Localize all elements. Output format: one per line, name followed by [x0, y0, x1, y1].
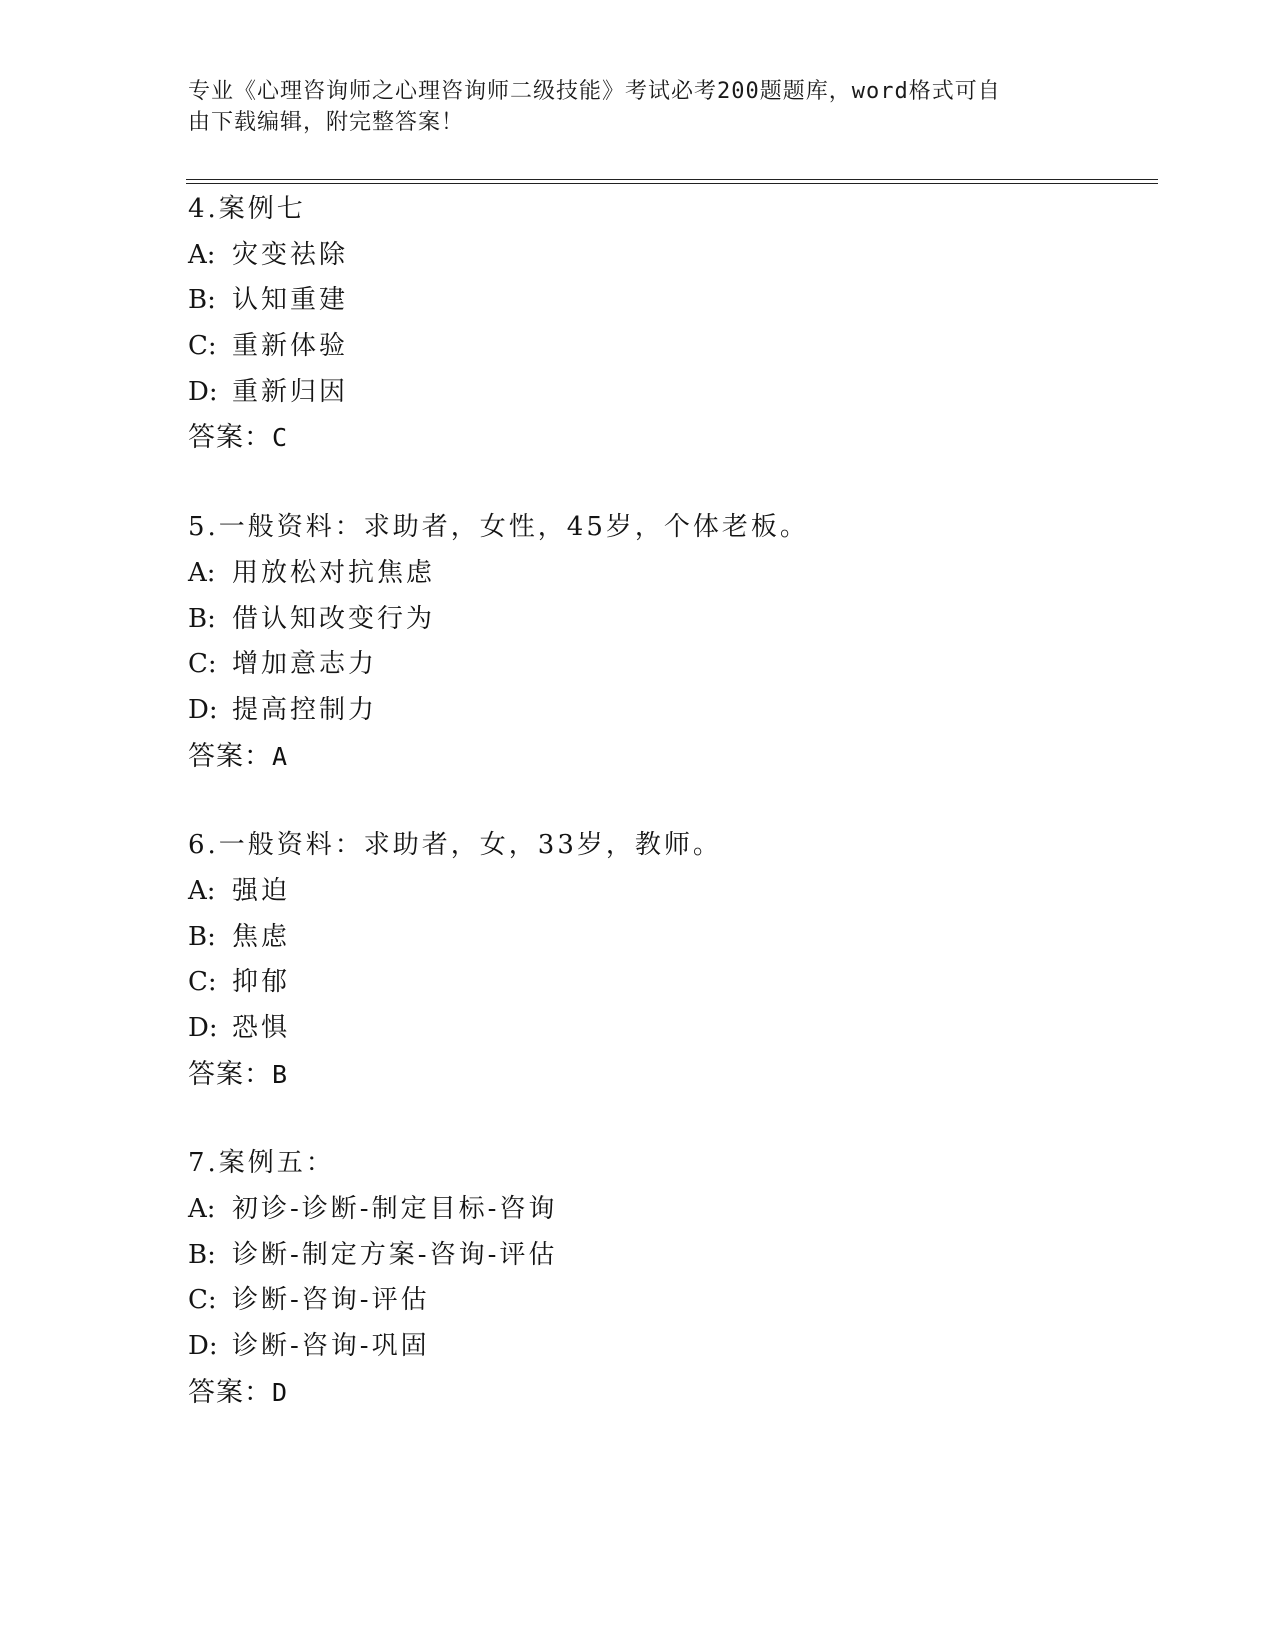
option-letter: D:: [188, 376, 218, 407]
option-letter: A:: [188, 239, 216, 270]
option-letter: B:: [188, 1239, 216, 1270]
option-text: 强迫: [232, 875, 291, 906]
header-divider-bottom: [186, 183, 1158, 184]
option-text: 增加意志力: [232, 649, 378, 680]
question-stem: 4.案例七: [188, 194, 306, 224]
answer-line: [188, 734, 1148, 780]
answer-line: [188, 415, 1148, 461]
question-item: [188, 1141, 1148, 1415]
answer-value: D: [272, 1377, 289, 1407]
option-text: 用放松对抗焦虑: [232, 557, 436, 588]
option-letter: A:: [188, 1194, 216, 1225]
option-letter: A:: [188, 875, 216, 906]
option-text: 诊断-咨询-巩固: [232, 1331, 430, 1362]
option-text: 重新归因: [232, 376, 349, 407]
option-letter: B:: [188, 603, 216, 634]
header-line-1: 专业《心理咨询师之心理咨询师二级技能》考试必考200题题库，word格式可自: [188, 79, 1001, 104]
option-letter: B:: [188, 921, 216, 952]
answer-line: [188, 1052, 1148, 1098]
option-d: [188, 370, 1148, 416]
answer-label: 答案：: [188, 1058, 272, 1090]
option-c: [188, 324, 1148, 370]
option-c: [188, 1278, 1148, 1324]
answer-value: B: [272, 1059, 289, 1089]
question-item: [188, 505, 1148, 779]
option-text: 灾变祛除: [232, 239, 349, 270]
option-b: [188, 597, 1148, 643]
option-letter: D:: [188, 694, 218, 725]
option-letter: C:: [188, 967, 217, 998]
option-text: 初诊-诊断-制定目标-咨询: [232, 1194, 558, 1225]
option-a: [188, 1187, 1148, 1233]
option-d: [188, 688, 1148, 734]
answer-label: 答案：: [188, 740, 272, 772]
option-d: [188, 1324, 1148, 1370]
option-letter: C:: [188, 331, 217, 362]
option-text: 认知重建: [232, 285, 349, 316]
option-c: [188, 960, 1148, 1006]
option-text: 重新体验: [232, 331, 349, 362]
answer-value: A: [272, 741, 289, 771]
question-stem: 6.一般资料：求助者，女，33岁，教师。: [188, 830, 722, 861]
option-b: [188, 915, 1148, 961]
option-letter: C:: [188, 649, 217, 680]
answer-line: [188, 1370, 1148, 1416]
question-list: [188, 187, 1148, 1460]
question-stem: 7.案例五：: [188, 1148, 335, 1179]
option-letter: D:: [188, 1331, 218, 1362]
option-text: 诊断-咨询-评估: [232, 1285, 430, 1316]
option-b: [188, 278, 1148, 324]
answer-label: 答案：: [188, 422, 272, 454]
option-letter: C:: [188, 1285, 217, 1316]
header-divider-top: [186, 179, 1158, 180]
question-item: [188, 187, 1148, 461]
option-text: 借认知改变行为: [232, 603, 436, 634]
answer-value: C: [272, 423, 289, 453]
option-d: [188, 1006, 1148, 1052]
option-text: 抑郁: [232, 967, 291, 998]
option-letter: B:: [188, 285, 216, 316]
option-text: 提高控制力: [232, 694, 378, 725]
header-line-2: 由下载编辑，附完整答案！: [188, 110, 465, 135]
option-a: [188, 233, 1148, 279]
option-text: 焦虑: [232, 921, 291, 952]
answer-label: 答案：: [188, 1376, 272, 1408]
option-letter: D:: [188, 1013, 218, 1043]
option-c: [188, 642, 1148, 688]
document-header: [188, 76, 1088, 138]
option-a: [188, 551, 1148, 597]
option-a: [188, 869, 1148, 915]
option-letter: A:: [188, 557, 216, 588]
option-text: 诊断-制定方案-咨询-评估: [232, 1239, 558, 1270]
question-item: [188, 823, 1148, 1097]
option-b: [188, 1233, 1148, 1279]
option-text: 恐惧: [232, 1013, 291, 1043]
question-stem: 5.一般资料：求助者，女性，45岁，个体老板。: [188, 512, 809, 543]
